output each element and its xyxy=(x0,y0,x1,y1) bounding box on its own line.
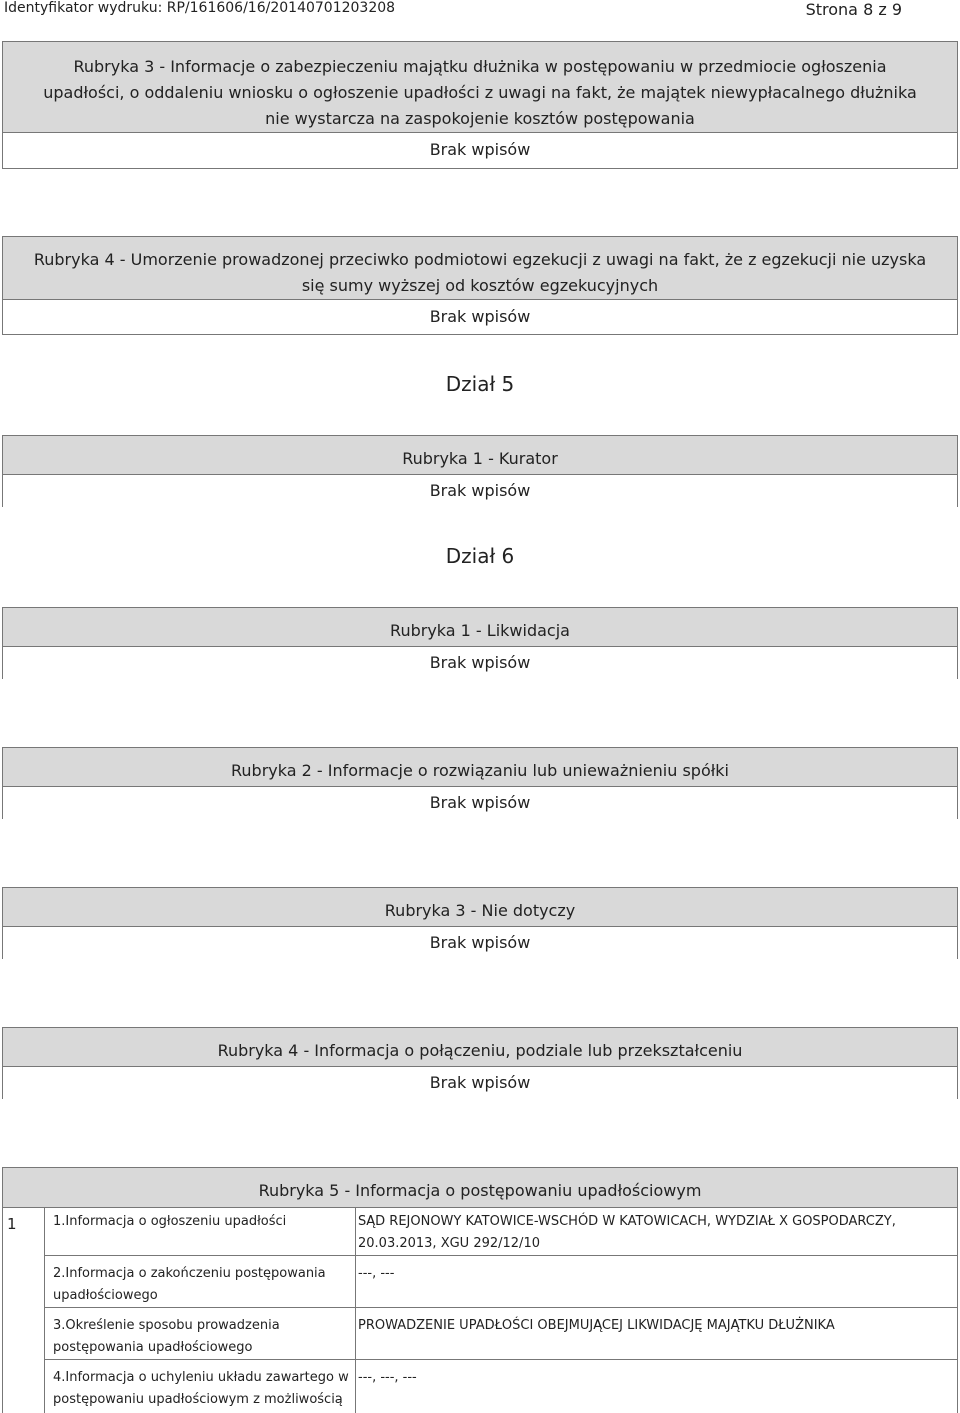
dzial5-rubryka-1-box xyxy=(2,435,958,507)
table-row-value: PROWADZENIE UPADŁOŚCI OBEJMUJĄCEJ LIKWIDACJĘ MAJĄTKU DŁUŻNIKA xyxy=(358,1318,835,1333)
rubryka-4-title: Rubryka 4 - Umorzenie prowadzonej przeciwko podmiotowi egzekucji z uwagi na fakt, że z egzekucji nie uzyska się sumy wyższej od kosztów egzekucyjnych xyxy=(3,237,957,300)
rubryka-4-box xyxy=(2,236,958,335)
dzial5-rubryka-1-entries: Brak wpisów xyxy=(3,475,957,507)
dzial6-rubryka-2-entries: Brak wpisów xyxy=(3,787,957,819)
table-row-label: 3.Określenie sposobu prowadzenia postępowania upadłościowego xyxy=(53,1318,280,1355)
rubryka-3-title: Rubryka 3 - Informacje o zabezpieczeniu majątku dłużnika w postępowaniu w przedmiocie ogłoszenia upadłości, o oddaleniu wniosku o ogłoszenie upadłości z uwagi na fakt, że majątek niewypłacalnego dłużnika nie wystarcza na zaspokojenie kosztów postępowania xyxy=(3,42,957,133)
print-identifier: Identyfikator wydruku: RP/161606/16/20140701203208 xyxy=(4,0,396,16)
rubryka-4-entries: Brak wpisów xyxy=(3,300,957,334)
row-divider-2 xyxy=(44,1307,958,1308)
dzial6-rubryka-2-box xyxy=(2,747,958,819)
dzial5-rubryka-1-title: Rubryka 1 - Kurator xyxy=(3,436,957,475)
rubryka-3-entries: Brak wpisów xyxy=(3,133,957,167)
dzial6-rubryka-4-box xyxy=(2,1027,958,1099)
table-row-number: 1 xyxy=(7,1215,17,1233)
column-divider-label xyxy=(355,1207,356,1413)
dzial6-rubryka-1-entries: Brak wpisów xyxy=(3,647,957,679)
dzial6-rubryka-3-entries: Brak wpisów xyxy=(3,927,957,959)
table-row-label: 1.Informacja o ogłoszeniu upadłości xyxy=(53,1214,287,1229)
dzial6-rubryka-4-title: Rubryka 4 - Informacja o połączeniu, podziale lub przekształceniu xyxy=(3,1028,957,1067)
dzial-6-heading: Dział 6 xyxy=(445,544,515,568)
table-row-label: 4.Informacja o uchyleniu układu zawartego w postępowaniu upadłościowym z możliwością xyxy=(53,1370,349,1407)
rubryka-3-box xyxy=(2,41,958,169)
table-row-value: ---, ---, --- xyxy=(358,1370,417,1385)
table-row-value: ---, --- xyxy=(358,1266,395,1281)
dzial6-rubryka-4-entries: Brak wpisów xyxy=(3,1067,957,1099)
row-divider-1 xyxy=(44,1255,958,1256)
dzial6-rubryka-3-title: Rubryka 3 - Nie dotyczy xyxy=(3,888,957,927)
dzial6-rubryka-3-box xyxy=(2,887,958,959)
dzial6-rubryka-1-title: Rubryka 1 - Likwidacja xyxy=(3,608,957,647)
dzial6-rubryka-1-box xyxy=(2,607,958,679)
column-divider-number xyxy=(44,1207,45,1413)
table-row-label: 2.Informacja o zakończeniu postępowania upadłościowego xyxy=(53,1266,326,1303)
dzial6-rubryka-5-title: Rubryka 5 - Informacja o postępowaniu upadłościowym xyxy=(3,1168,957,1208)
row-divider-3 xyxy=(44,1359,958,1360)
dzial-5-heading: Dział 5 xyxy=(445,372,515,396)
table-row-value: SĄD REJONOWY KATOWICE-WSCHÓD W KATOWICACH, WYDZIAŁ X GOSPODARCZY, 20.03.2013, XGU 292/12/10 xyxy=(358,1214,896,1251)
dzial6-rubryka-2-title: Rubryka 2 - Informacje o rozwiązaniu lub unieważnieniu spółki xyxy=(3,748,957,787)
page-number: Strona 8 z 9 xyxy=(805,0,902,19)
